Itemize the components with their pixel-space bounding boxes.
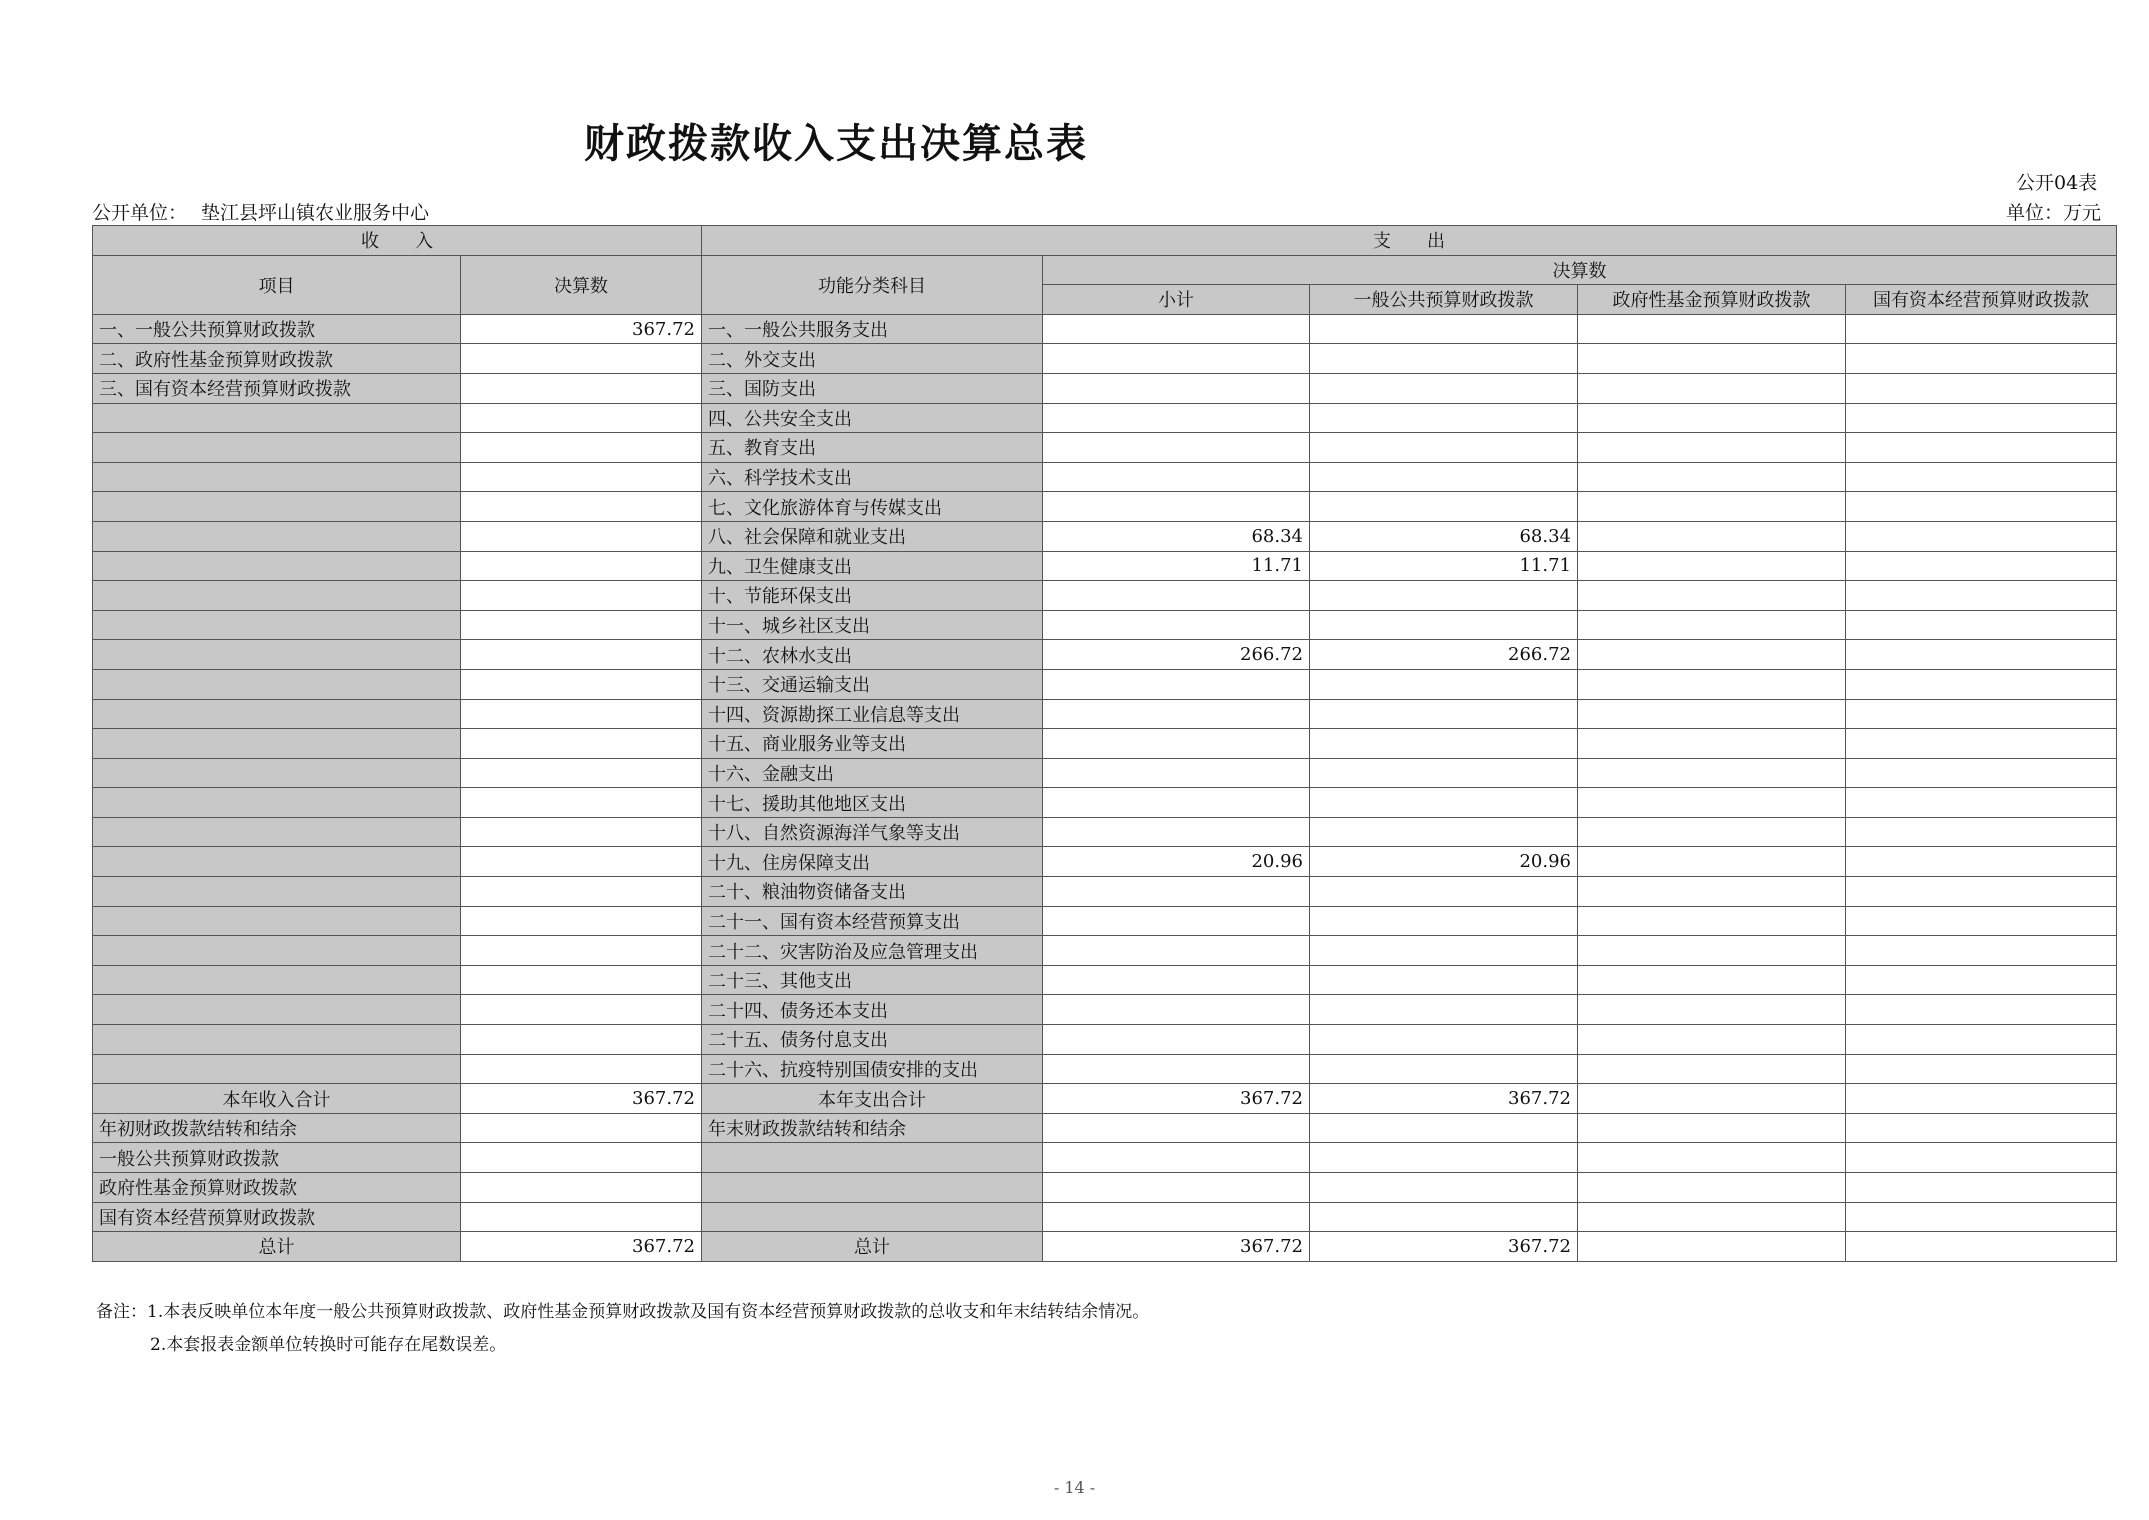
income-item-cell xyxy=(93,1054,461,1084)
fund-cell xyxy=(1578,373,1846,403)
subtotal-header: 小计 xyxy=(1043,285,1310,315)
general-cell xyxy=(1310,581,1578,611)
income-item-cell: 一、一般公共预算财政拨款 xyxy=(93,314,461,344)
fund-cell xyxy=(1578,965,1846,995)
fund-cell xyxy=(1578,669,1846,699)
income-item-cell xyxy=(93,906,461,936)
income-amount-cell xyxy=(461,403,702,433)
soe-cell xyxy=(1846,936,2117,966)
table-row xyxy=(93,433,2117,463)
income-item-cell xyxy=(93,817,461,847)
subtotal-cell xyxy=(1043,936,1310,966)
subtotal-cell xyxy=(1043,877,1310,907)
func-header: 功能分类科目 xyxy=(702,255,1043,314)
fund-cell xyxy=(1578,877,1846,907)
soe-cell xyxy=(1846,877,2117,907)
income-item-cell xyxy=(93,758,461,788)
carry-sub1-label: 一般公共预算财政拨款 xyxy=(93,1143,461,1173)
general-cell xyxy=(1310,492,1578,522)
soe-cell xyxy=(1846,610,2117,640)
func-cell: 七、文化旅游体育与传媒支出 xyxy=(702,492,1043,522)
func-cell: 十四、资源勘探工业信息等支出 xyxy=(702,699,1043,729)
subtotal-cell xyxy=(1043,314,1310,344)
subtotal-cell xyxy=(1043,906,1310,936)
year-subtotal: 367.72 xyxy=(1043,1084,1310,1114)
income-amount-cell xyxy=(461,877,702,907)
grand-soe xyxy=(1846,1232,2117,1262)
carry-sub3-c2 xyxy=(1310,1202,1578,1232)
table-row xyxy=(93,906,2117,936)
header-row-2 xyxy=(93,255,2117,285)
table-row xyxy=(93,699,2117,729)
soe-cell xyxy=(1846,462,2117,492)
income-item-cell xyxy=(93,462,461,492)
income-item-cell xyxy=(93,610,461,640)
soe-cell xyxy=(1846,965,2117,995)
budget-table xyxy=(92,225,2117,1262)
soe-cell xyxy=(1846,1025,2117,1055)
income-amount-cell xyxy=(461,729,702,759)
income-item-cell xyxy=(93,847,461,877)
income-amount-cell xyxy=(461,1054,702,1084)
table-row xyxy=(93,403,2117,433)
income-item-cell xyxy=(93,433,461,463)
carry-sub3-label: 国有资本经营预算财政拨款 xyxy=(93,1202,461,1232)
fund-cell xyxy=(1578,758,1846,788)
year-general: 367.72 xyxy=(1310,1084,1578,1114)
subtotal-cell xyxy=(1043,669,1310,699)
year-total-row xyxy=(93,1084,2117,1114)
carry-sub3-func xyxy=(702,1202,1043,1232)
func-cell: 五、教育支出 xyxy=(702,433,1043,463)
fund-cell xyxy=(1578,699,1846,729)
subtotal-cell: 266.72 xyxy=(1043,640,1310,670)
subtotal-cell xyxy=(1043,344,1310,374)
table-row xyxy=(93,995,2117,1025)
general-cell xyxy=(1310,610,1578,640)
func-cell: 二十六、抗疫特别国债安排的支出 xyxy=(702,1054,1043,1084)
func-cell: 十一、城乡社区支出 xyxy=(702,610,1043,640)
soe-cell xyxy=(1846,581,2117,611)
income-amount-cell xyxy=(461,551,702,581)
page-title: 财政拨款收入支出决算总表 xyxy=(584,121,1088,167)
carry-sub2-c3 xyxy=(1578,1173,1846,1203)
income-item-cell: 二、政府性基金预算财政拨款 xyxy=(93,344,461,374)
carry-sub1-func xyxy=(702,1143,1043,1173)
income-amount-cell xyxy=(461,640,702,670)
soe-cell xyxy=(1846,729,2117,759)
begin-carry-label: 年初财政拨款结转和结余 xyxy=(93,1113,461,1143)
general-cell xyxy=(1310,817,1578,847)
income-item-cell xyxy=(93,995,461,1025)
func-cell: 十八、自然资源海洋气象等支出 xyxy=(702,817,1043,847)
soe-cell xyxy=(1846,403,2117,433)
fund-cell xyxy=(1578,521,1846,551)
general-cell xyxy=(1310,1054,1578,1084)
carry-sub1-amount xyxy=(461,1143,702,1173)
general-cell: 68.34 xyxy=(1310,521,1578,551)
fund-cell xyxy=(1578,995,1846,1025)
general-cell: 20.96 xyxy=(1310,847,1578,877)
general-cell: 11.71 xyxy=(1310,551,1578,581)
general-cell xyxy=(1310,433,1578,463)
income-amount-cell xyxy=(461,610,702,640)
item-header: 项目 xyxy=(93,255,461,314)
table-body xyxy=(93,314,2117,1083)
money-unit: 单位：万元 xyxy=(2006,202,2102,224)
income-item-cell xyxy=(93,1025,461,1055)
func-cell: 二十、粮油物资储备支出 xyxy=(702,877,1043,907)
income-amount-cell xyxy=(461,788,702,818)
income-amount-cell xyxy=(461,669,702,699)
year-income-total: 367.72 xyxy=(461,1084,702,1114)
note-1: 备注：1.本表反映单位本年度一般公共预算财政拨款、政府性基金预算财政拨款及国有资本经营预算财政拨款的总收支和年末结转结余情况。 xyxy=(96,1302,1150,1322)
general-cell xyxy=(1310,373,1578,403)
func-cell: 二十三、其他支出 xyxy=(702,965,1043,995)
income-item-cell xyxy=(93,729,461,759)
end-carry-general xyxy=(1310,1113,1578,1143)
func-cell: 十三、交通运输支出 xyxy=(702,669,1043,699)
table-row xyxy=(93,551,2117,581)
subtotal-cell xyxy=(1043,1054,1310,1084)
carry-sub-row xyxy=(93,1143,2117,1173)
carry-sub1-c3 xyxy=(1578,1143,1846,1173)
func-cell: 十七、援助其他地区支出 xyxy=(702,788,1043,818)
fund-cell xyxy=(1578,462,1846,492)
table-row xyxy=(93,1025,2117,1055)
subtotal-cell xyxy=(1043,433,1310,463)
subtotal-cell: 20.96 xyxy=(1043,847,1310,877)
income-amount-cell xyxy=(461,995,702,1025)
soe-cell xyxy=(1846,699,2117,729)
general-cell xyxy=(1310,877,1578,907)
income-item-cell xyxy=(93,877,461,907)
grand-fund xyxy=(1578,1232,1846,1262)
fund-cell xyxy=(1578,1025,1846,1055)
carry-sub1-c4 xyxy=(1846,1143,2117,1173)
subtotal-cell xyxy=(1043,373,1310,403)
func-cell: 九、卫生健康支出 xyxy=(702,551,1043,581)
fund-cell xyxy=(1578,817,1846,847)
table-row xyxy=(93,729,2117,759)
general-header: 一般公共预算财政拨款 xyxy=(1310,285,1578,315)
soe-cell xyxy=(1846,817,2117,847)
subtotal-cell xyxy=(1043,610,1310,640)
table-row xyxy=(93,847,2117,877)
general-cell xyxy=(1310,788,1578,818)
general-cell xyxy=(1310,906,1578,936)
fund-cell xyxy=(1578,403,1846,433)
func-cell: 一、一般公共服务支出 xyxy=(702,314,1043,344)
carry-sub1-c2 xyxy=(1310,1143,1578,1173)
income-header: 收 入 xyxy=(93,226,702,256)
soe-cell xyxy=(1846,788,2117,818)
year-expense-total-label: 本年支出合计 xyxy=(702,1084,1043,1114)
subtotal-cell xyxy=(1043,758,1310,788)
fund-cell xyxy=(1578,433,1846,463)
subtotal-cell xyxy=(1043,462,1310,492)
income-amount-cell xyxy=(461,758,702,788)
grand-subtotal: 367.72 xyxy=(1043,1232,1310,1262)
income-amount-cell xyxy=(461,581,702,611)
income-amount-cell xyxy=(461,344,702,374)
func-cell: 十九、住房保障支出 xyxy=(702,847,1043,877)
subtotal-cell xyxy=(1043,788,1310,818)
year-fund xyxy=(1578,1084,1846,1114)
grand-expense-label: 总计 xyxy=(702,1232,1043,1262)
expense-header: 支 出 xyxy=(702,226,2117,256)
unit-name: 垫江县坪山镇农业服务中心 xyxy=(201,202,430,224)
fund-cell xyxy=(1578,640,1846,670)
notes xyxy=(96,1296,1149,1362)
general-cell xyxy=(1310,344,1578,374)
table-row xyxy=(93,581,2117,611)
table-row xyxy=(93,817,2117,847)
fund-cell xyxy=(1578,344,1846,374)
soe-cell xyxy=(1846,551,2117,581)
func-cell: 二十二、灾害防治及应急管理支出 xyxy=(702,936,1043,966)
func-cell: 二、外交支出 xyxy=(702,344,1043,374)
income-amount-cell: 367.72 xyxy=(461,314,702,344)
fund-cell xyxy=(1578,936,1846,966)
income-amount-cell xyxy=(461,433,702,463)
income-item-cell xyxy=(93,788,461,818)
func-cell: 二十五、债务付息支出 xyxy=(702,1025,1043,1055)
income-amount-cell xyxy=(461,1025,702,1055)
general-cell xyxy=(1310,995,1578,1025)
fund-cell xyxy=(1578,729,1846,759)
table-footer xyxy=(93,1084,2117,1262)
soe-cell xyxy=(1846,1054,2117,1084)
table-row xyxy=(93,788,2117,818)
income-item-cell xyxy=(93,581,461,611)
general-cell xyxy=(1310,462,1578,492)
func-cell: 十六、金融支出 xyxy=(702,758,1043,788)
carry-sub-row xyxy=(93,1173,2117,1203)
carry-sub1-c1 xyxy=(1043,1143,1310,1173)
end-carry-label: 年末财政拨款结转和结余 xyxy=(702,1113,1043,1143)
carry-sub2-c1 xyxy=(1043,1173,1310,1203)
general-cell xyxy=(1310,699,1578,729)
table-row xyxy=(93,314,2117,344)
soe-cell xyxy=(1846,492,2117,522)
table-row xyxy=(93,640,2117,670)
soe-cell xyxy=(1846,669,2117,699)
income-item-cell xyxy=(93,965,461,995)
subtotal-cell xyxy=(1043,403,1310,433)
table-row xyxy=(93,521,2117,551)
func-cell: 十二、农林水支出 xyxy=(702,640,1043,670)
header-row-1 xyxy=(93,226,2117,256)
general-cell xyxy=(1310,1025,1578,1055)
soe-cell xyxy=(1846,995,2117,1025)
general-cell xyxy=(1310,729,1578,759)
fund-cell xyxy=(1578,492,1846,522)
soe-cell xyxy=(1846,314,2117,344)
func-cell: 十五、商业服务业等支出 xyxy=(702,729,1043,759)
income-amount-cell xyxy=(461,906,702,936)
general-cell xyxy=(1310,669,1578,699)
soe-cell xyxy=(1846,373,2117,403)
grand-income-amount: 367.72 xyxy=(461,1232,702,1262)
year-soe xyxy=(1846,1084,2117,1114)
income-amount-cell xyxy=(461,492,702,522)
fund-cell xyxy=(1578,788,1846,818)
carry-sub2-label: 政府性基金预算财政拨款 xyxy=(93,1173,461,1203)
func-cell: 四、公共安全支出 xyxy=(702,403,1043,433)
year-income-total-label: 本年收入合计 xyxy=(93,1084,461,1114)
page-number: - 14 - xyxy=(1053,1478,1096,1497)
carry-sub-row xyxy=(93,1202,2117,1232)
end-carry-soe xyxy=(1846,1113,2117,1143)
subtotal-cell xyxy=(1043,492,1310,522)
soe-cell xyxy=(1846,906,2117,936)
grand-general: 367.72 xyxy=(1310,1232,1578,1262)
carry-sub2-amount xyxy=(461,1173,702,1203)
func-cell: 八、社会保障和就业支出 xyxy=(702,521,1043,551)
func-cell: 二十一、国有资本经营预算支出 xyxy=(702,906,1043,936)
income-amount-cell xyxy=(461,817,702,847)
fund-cell xyxy=(1578,551,1846,581)
soe-cell xyxy=(1846,640,2117,670)
note-2: 2.本套报表金额单位转换时可能存在尾数误差。 xyxy=(150,1335,507,1355)
income-item-cell xyxy=(93,669,461,699)
table-row xyxy=(93,758,2117,788)
income-item-cell xyxy=(93,521,461,551)
general-cell xyxy=(1310,936,1578,966)
carry-sub3-amount xyxy=(461,1202,702,1232)
table-row xyxy=(93,492,2117,522)
amount-header: 决算数 xyxy=(461,255,702,314)
income-amount-cell xyxy=(461,936,702,966)
fund-cell xyxy=(1578,906,1846,936)
table-row xyxy=(93,344,2117,374)
subtotal-cell xyxy=(1043,995,1310,1025)
carry-row xyxy=(93,1113,2117,1143)
general-cell: 266.72 xyxy=(1310,640,1578,670)
table-row xyxy=(93,373,2117,403)
fund-cell xyxy=(1578,610,1846,640)
table-row xyxy=(93,877,2117,907)
table-row xyxy=(93,1054,2117,1084)
settle-header: 决算数 xyxy=(1043,255,2117,285)
grand-income-label: 总计 xyxy=(93,1232,461,1262)
table-row xyxy=(93,669,2117,699)
fund-cell xyxy=(1578,1054,1846,1084)
income-item-cell xyxy=(93,936,461,966)
soe-cell xyxy=(1846,344,2117,374)
grand-total-row xyxy=(93,1232,2117,1262)
func-cell: 六、科学技术支出 xyxy=(702,462,1043,492)
subtotal-cell: 68.34 xyxy=(1043,521,1310,551)
carry-sub2-func xyxy=(702,1173,1043,1203)
carry-sub3-c4 xyxy=(1846,1202,2117,1232)
subtotal-cell xyxy=(1043,965,1310,995)
soe-cell xyxy=(1846,847,2117,877)
subtotal-cell xyxy=(1043,729,1310,759)
table-row xyxy=(93,936,2117,966)
income-item-cell xyxy=(93,640,461,670)
general-cell xyxy=(1310,965,1578,995)
end-carry-fund xyxy=(1578,1113,1846,1143)
subtotal-cell xyxy=(1043,581,1310,611)
soe-cell xyxy=(1846,433,2117,463)
table-row xyxy=(93,610,2117,640)
income-amount-cell xyxy=(461,699,702,729)
carry-sub2-c2 xyxy=(1310,1173,1578,1203)
carry-sub3-c1 xyxy=(1043,1202,1310,1232)
general-cell xyxy=(1310,314,1578,344)
end-carry-subtotal xyxy=(1043,1113,1310,1143)
subtotal-cell: 11.71 xyxy=(1043,551,1310,581)
soe-cell xyxy=(1846,521,2117,551)
income-amount-cell xyxy=(461,373,702,403)
income-item-cell xyxy=(93,699,461,729)
func-cell: 二十四、债务还本支出 xyxy=(702,995,1043,1025)
carry-sub2-c4 xyxy=(1846,1173,2117,1203)
income-item-cell: 三、国有资本经营预算财政拨款 xyxy=(93,373,461,403)
unit-label: 公开单位： xyxy=(92,202,188,224)
form-number: 公开04表 xyxy=(2016,172,2098,194)
subtotal-cell xyxy=(1043,817,1310,847)
soe-cell xyxy=(1846,758,2117,788)
subtotal-cell xyxy=(1043,1025,1310,1055)
income-amount-cell xyxy=(461,847,702,877)
table-row xyxy=(93,462,2117,492)
income-amount-cell xyxy=(461,965,702,995)
income-item-cell xyxy=(93,492,461,522)
income-amount-cell xyxy=(461,521,702,551)
table-row xyxy=(93,965,2117,995)
fund-cell xyxy=(1578,314,1846,344)
begin-carry-amount xyxy=(461,1113,702,1143)
general-cell xyxy=(1310,403,1578,433)
unit-line xyxy=(92,198,429,225)
income-amount-cell xyxy=(461,462,702,492)
soe-header: 国有资本经营预算财政拨款 xyxy=(1846,285,2117,315)
func-cell: 三、国防支出 xyxy=(702,373,1043,403)
subtotal-cell xyxy=(1043,699,1310,729)
income-item-cell xyxy=(93,403,461,433)
carry-sub3-c3 xyxy=(1578,1202,1846,1232)
fund-header: 政府性基金预算财政拨款 xyxy=(1578,285,1846,315)
income-item-cell xyxy=(93,551,461,581)
fund-cell xyxy=(1578,581,1846,611)
fund-cell xyxy=(1578,847,1846,877)
general-cell xyxy=(1310,758,1578,788)
func-cell: 十、节能环保支出 xyxy=(702,581,1043,611)
